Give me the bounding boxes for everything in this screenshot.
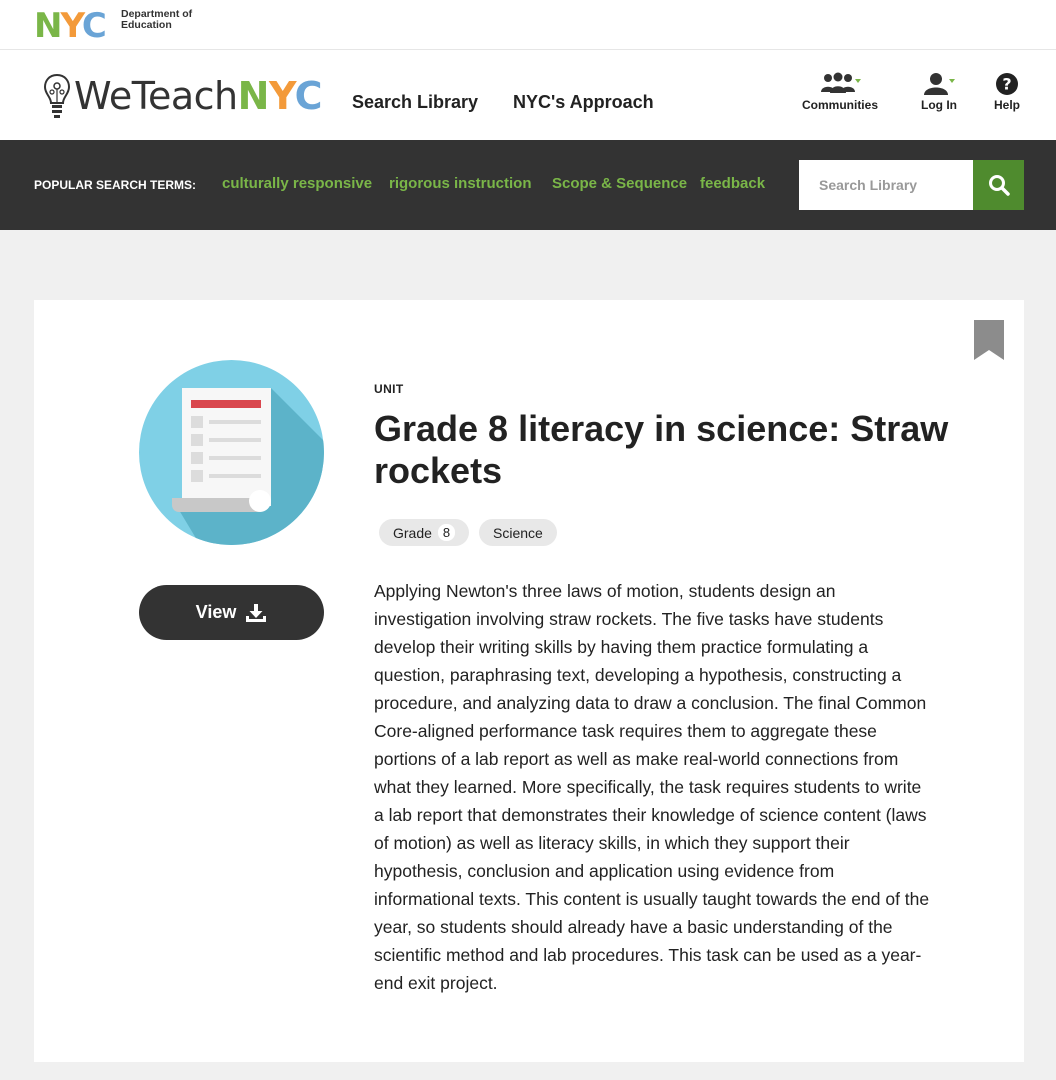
help-link[interactable] [986, 72, 1028, 112]
doe-department-label: Department of Education [121, 8, 193, 31]
search-icon [988, 174, 1010, 196]
grade-tag[interactable] [379, 519, 469, 546]
resource-card [34, 300, 1024, 1062]
bookmark-icon[interactable] [974, 320, 1004, 360]
popular-term-link[interactable]: feedback [700, 175, 766, 192]
communities-icon [818, 72, 862, 96]
login-label: Log In [921, 98, 957, 112]
resource-title: Grade 8 literacy in science: Straw rockets [374, 408, 949, 491]
popular-term-link[interactable]: culturally responsive [222, 175, 373, 192]
download-icon [245, 603, 267, 623]
svg-text:?: ? [1002, 74, 1012, 94]
nav-search-library[interactable]: Search Library [352, 92, 479, 112]
document-icon [139, 360, 324, 545]
subject-tag-label: Science [493, 524, 543, 541]
popular-term-link[interactable]: rigorous instruction [389, 175, 532, 192]
popular-search-bar [0, 140, 1056, 230]
resource-type-label: UNIT [374, 382, 404, 396]
search-button[interactable] [973, 160, 1024, 210]
lightbulb-icon [42, 72, 72, 120]
help-icon [995, 72, 1019, 96]
communities-label: Communities [801, 98, 878, 112]
site-header [0, 50, 1056, 140]
weteachnyc-wordmark: WeTeachNYC [74, 74, 322, 118]
communities-menu[interactable] [800, 72, 880, 112]
login-menu[interactable] [914, 72, 964, 112]
view-label: View [195, 602, 237, 622]
user-icon [921, 72, 957, 96]
doe-bar [0, 0, 1056, 50]
svg-text:NYC: NYC [34, 9, 105, 39]
popular-term-link[interactable]: Scope & Sequence [552, 175, 688, 192]
weteachnyc-logo[interactable] [42, 72, 322, 120]
search-input[interactable] [799, 160, 973, 210]
grade-tag-label: Grade [393, 524, 432, 541]
help-label: Help [993, 98, 1020, 112]
popular-search-label: POPULAR SEARCH TERMS: [34, 178, 197, 192]
view-download-button[interactable] [139, 585, 324, 640]
nyc-logo[interactable] [34, 9, 118, 39]
subject-tag[interactable] [479, 519, 557, 546]
grade-tag-value: 8 [438, 524, 455, 541]
resource-description: Applying Newton's three laws of motion, students design an investigation involving straw rockets. The five tasks have students develop their writing skills by having them practice formulating a question, paraphrasing text, developing a hypothesis, constructing a procedure, and analyzing data to draw a conclusion. The final Common Core-aligned performance task requires them to aggregate these portions of a lab report as well as make real-world connections from what they learned. More specifically, the task requires students to write a lab report that demonstrates their knowledge of science content (laws of motion) as well as literacy skills, in which they support their hypothesis, conclusion and application using evidence from informational texts. This content is usually taught towards the end of the year, so students should already have a basic understanding of the scientific method and lab procedures. This task can be used as a year-end exit project. [374, 581, 930, 993]
nav-nycs-approach[interactable]: NYC's Approach [513, 92, 654, 112]
